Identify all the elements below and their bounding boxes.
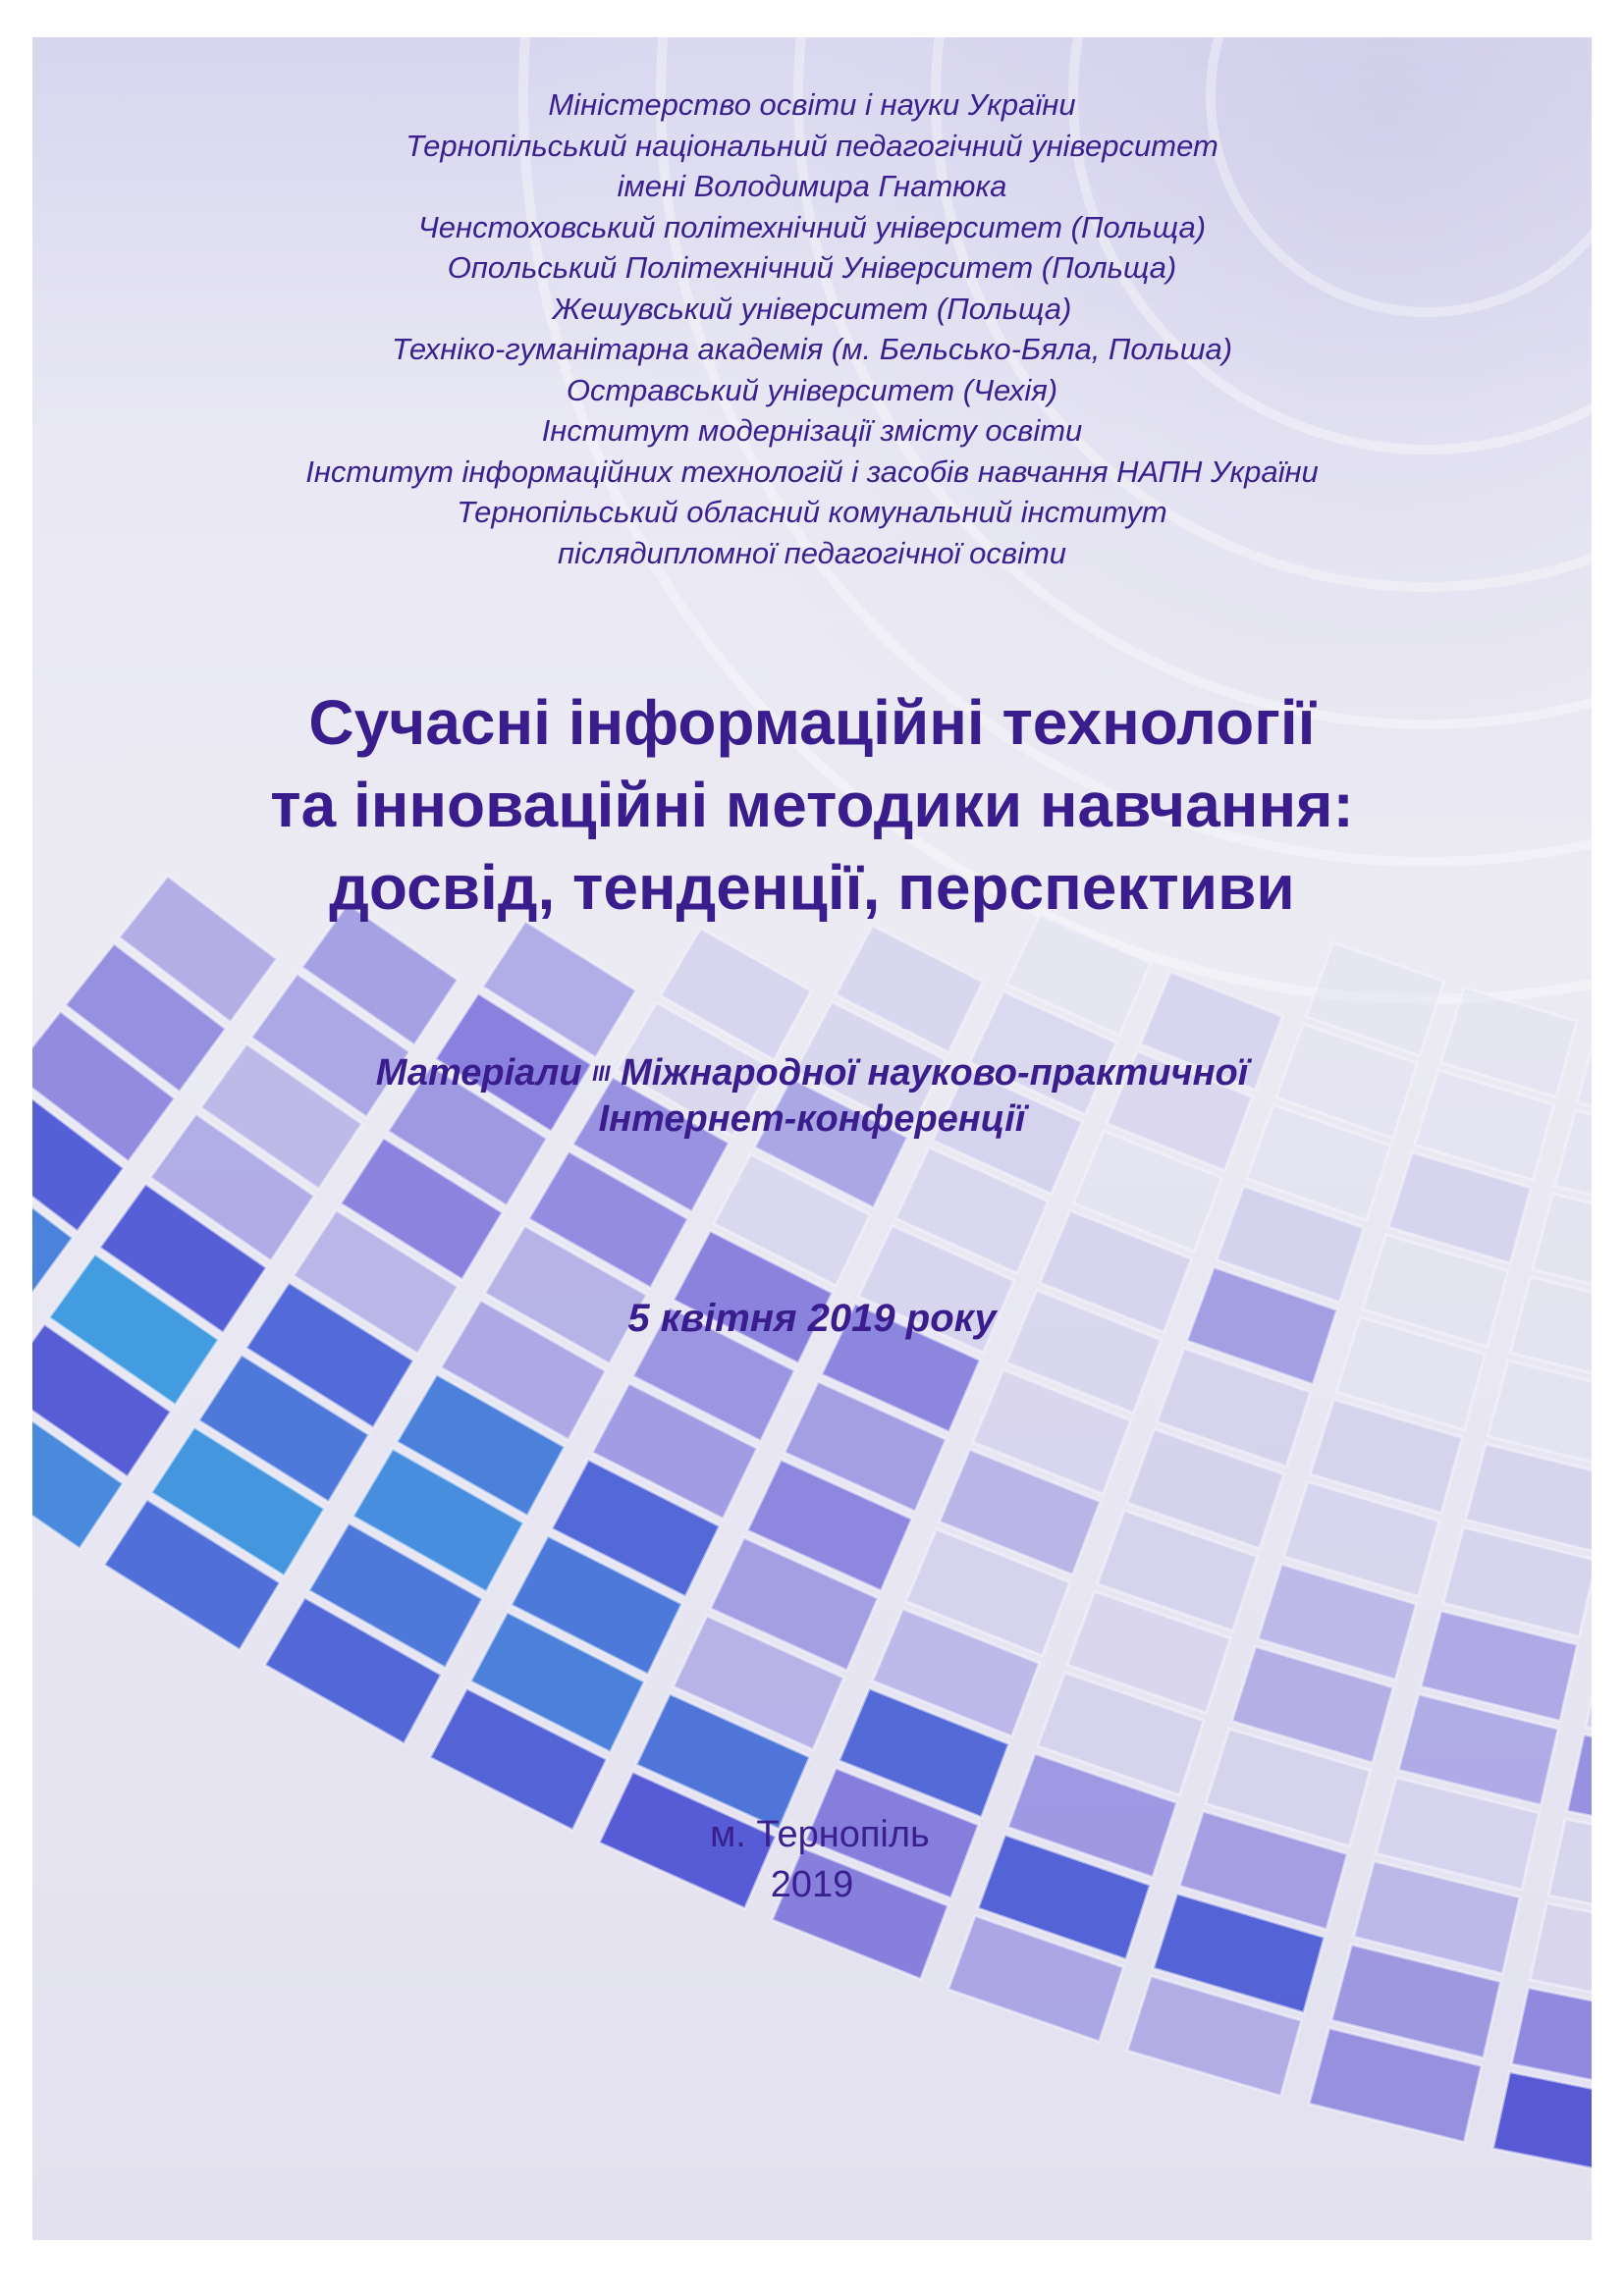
organization-line: Опольський Політехнічний Університет (Польща) (447, 250, 1177, 285)
city: м. Тернопіль (710, 1814, 930, 1855)
organization-line: Тернопільський національний педагогічний університет (406, 128, 1218, 163)
main-title (32, 681, 1592, 929)
subtitle-line-1 (32, 1050, 1592, 1096)
organization-line: Тернопільський обласний комунальний інститут (457, 495, 1167, 529)
title-line-2: та інноваційні методики навчання: (270, 770, 1354, 840)
organization-line: Ченстоховський політехнічний університет (Польща) (417, 209, 1207, 244)
organization-line: імені Володимира Гнатюка (617, 169, 1007, 203)
organization-line: Інститут інформаційних технологій і засобів навчання НАПН України (305, 454, 1319, 489)
year: 2019 (770, 1864, 854, 1905)
organization-line: Жешувський університет (Польща) (552, 291, 1072, 326)
subtitle (32, 1050, 1592, 1142)
conference-date: 5 квітня 2019 року (627, 1297, 997, 1340)
organization-line: Інститут модернізації змісту освіти (541, 413, 1083, 448)
organization-line: післядипломної педагогічної освіти (557, 535, 1067, 570)
subtitle-line-2: Інтернет-конференції (598, 1098, 1026, 1140)
title-line-1: Сучасні інформаційні технології (308, 687, 1316, 758)
subtitle-suffix: Міжнародної науково-практичної (621, 1052, 1249, 1094)
organizations-list (32, 84, 1592, 573)
subtitle-prefix: Матеріали (375, 1052, 582, 1094)
text-layer (32, 37, 1592, 2240)
cover (32, 37, 1592, 2240)
title-line-3: досвід, тенденції, перспективи (329, 852, 1295, 923)
subtitle-roman: III (592, 1061, 611, 1086)
organization-line: Остравський університет (Чехія) (566, 372, 1058, 407)
publication-place (32, 1810, 1592, 1910)
organization-line: Техніко-гуманітарна академія (м. Бельсько-Бяла, Польша) (391, 332, 1233, 366)
organization-line: Міністерство освіти і науки України (548, 87, 1076, 122)
